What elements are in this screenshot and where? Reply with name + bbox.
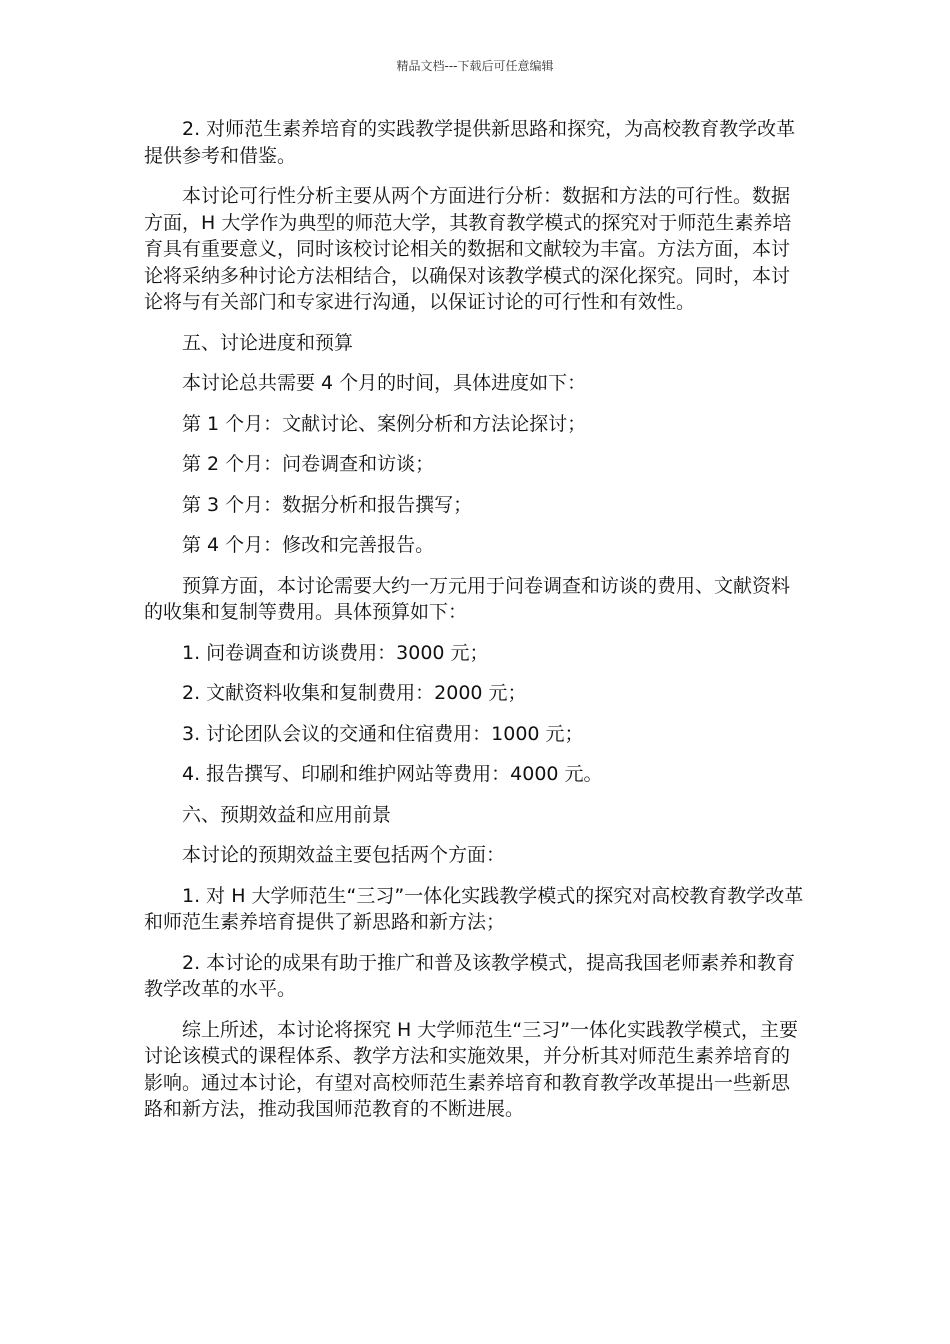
benefit-item-1: 1. 对 H 大学师范生“三习”一体化实践教学模式的探究对高校教育教学改革和师范生素养培育提供了新思路和新方法； xyxy=(144,884,804,933)
paragraph-feasibility: 本讨论可行性分析主要从两个方面进行分析：数据和方法的可行性。数据方面，H 大学作为典型的师范大学，其教育教学模式的探究对于师范生素养培育具有重要意义，同时该校讨论相关的数据和文献较为丰富。方法方面，本讨论将采纳多种讨论方法相结合，以确保对该教学模式的深化探究。同时，本讨论将与有关部门和专家进行沟通，以保证讨论的可行性和有效性。 xyxy=(144,185,792,313)
budget-item-4: 4. 报告撰写、印刷和维护网站等费用：4000 元。 xyxy=(182,763,603,785)
paragraph-conclusion: 综上所述，本讨论将探究 H 大学师范生“三习”一体化实践教学模式，主要讨论该模式的课程体系、教学方法和实施效果，并分析其对师范生素养培育的影响。通过本讨论，有望对高校师范生素养培育和教育教学改革提出一些新思路和新方法，推动我国师范教育的不断进展。 xyxy=(144,1018,799,1120)
page-header: 精品文档---下载后可任意编辑 xyxy=(396,59,554,73)
section-heading-benefits: 六、预期效益和应用前景 xyxy=(182,803,392,826)
schedule-item-month-1: 第 1 个月：文献讨论、案例分析和方法论探讨； xyxy=(182,412,587,435)
benefit-item-2: 2. 本讨论的成果有助于推广和普及该教学模式，提高我国老师素养和教育教学改革的水平。 xyxy=(144,951,796,1000)
section-heading-schedule-budget: 五、讨论进度和预算 xyxy=(182,331,354,354)
paragraph-budget-intro: 预算方面，本讨论需要大约一万元用于问卷调查和访谈的费用、文献资料的收集和复制等费用。具体预算如下： xyxy=(144,574,791,623)
document-body xyxy=(144,116,806,1137)
budget-item-2: 2. 文献资料收集和复制费用：2000 元； xyxy=(182,682,527,704)
paragraph-schedule-intro: 本讨论总共需要 4 个月的时间，具体进度如下： xyxy=(182,372,587,394)
paragraph-goal-2: 2. 对师范生素养培育的实践教学提供新思路和探究，为高校教育教学改革提供参考和借鉴。 xyxy=(144,118,796,167)
paragraph-benefits-intro: 本讨论的预期效益主要包括两个方面： xyxy=(182,844,506,866)
schedule-item-month-2: 第 2 个月：问卷调查和访谈； xyxy=(182,453,435,475)
schedule-item-month-4: 第 4 个月：修改和完善报告。 xyxy=(182,534,435,556)
schedule-item-month-3: 第 3 个月：数据分析和报告撰写； xyxy=(182,493,473,516)
budget-item-3: 3. 讨论团队会议的交通和住宿费用：1000 元； xyxy=(182,722,584,745)
budget-item-1: 1. 问卷调查和访谈费用：3000 元； xyxy=(182,641,489,664)
